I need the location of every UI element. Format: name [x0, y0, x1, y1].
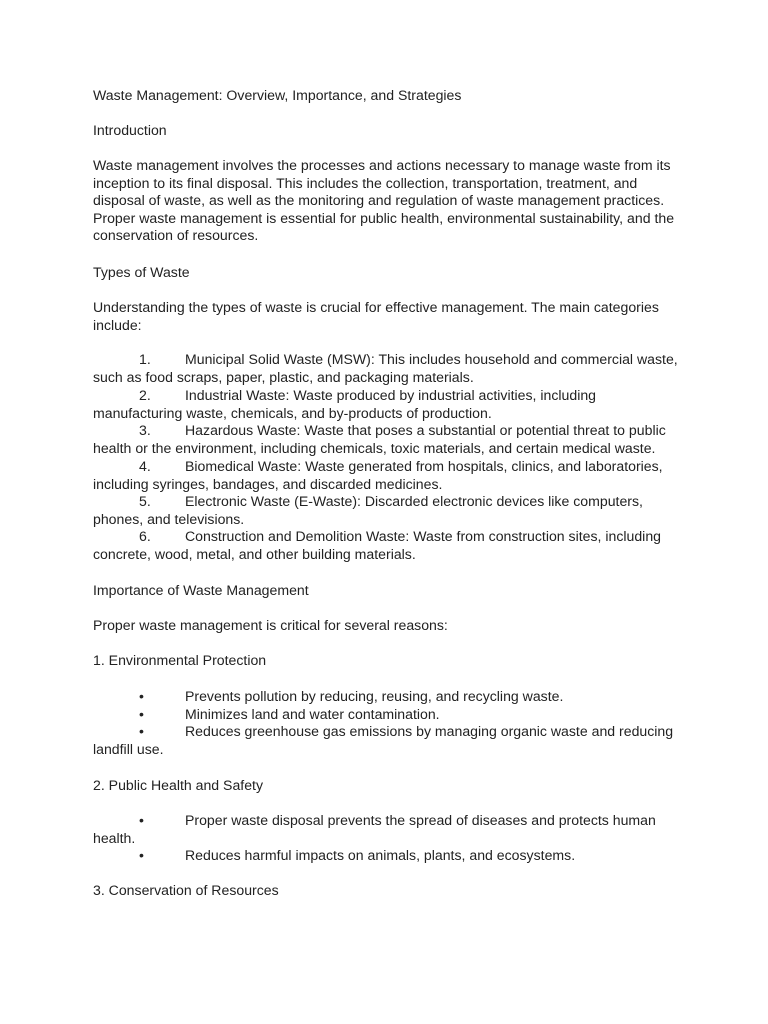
bullet-marker: • [139, 847, 144, 863]
bullet-item-text: Reduces greenhouse gas emissions by managing organic waste and reducing landfill use. [93, 723, 674, 757]
bullet-item-text: Prevents pollution by reducing, reusing, and recycling waste. [185, 688, 564, 704]
subheading-environmental-protection: 1. Environmental Protection [93, 652, 267, 668]
section-heading-introduction: Introduction [93, 122, 167, 138]
bullet-item-text: Proper waste disposal prevents the spread of diseases and protects human health. [93, 812, 656, 846]
list-item-type-6 [93, 528, 683, 563]
subheading-public-health: 2. Public Health and Safety [93, 777, 264, 793]
section-heading-importance: Importance of Waste Management [93, 582, 309, 598]
document-title: Waste Management: Overview, Importance, and Strategies [93, 87, 462, 103]
bullet-marker: • [139, 706, 144, 722]
list-item-text: Electronic Waste (E-Waste): Discarded electronic devices like computers, phones, and televisions. [93, 493, 643, 527]
list-item-type-1 [93, 351, 683, 386]
list-number: 4. [139, 458, 151, 474]
list-number: 6. [139, 528, 151, 544]
bullet-item-text: Minimizes land and water contamination. [185, 706, 440, 722]
bullet-item-env-1 [93, 688, 683, 706]
list-item-text: Hazardous Waste: Waste that poses a substantial or potential threat to public health or the environment, including chemicals, toxic materials, and certain medical waste. [93, 422, 666, 456]
list-item-type-5 [93, 493, 683, 528]
bullet-item-env-3 [93, 723, 683, 758]
intro-paragraph: Waste management involves the processes and actions necessary to manage waste from its inception to its final disposal. This includes the collection, transportation, treatment, and disposal of waste, as well as the monitoring and regulation of waste management practices. Proper waste management is essential for public health, environmental sustainability, and the conservation of resources. [93, 157, 675, 244]
bullet-marker: • [139, 688, 144, 704]
list-number: 1. [139, 351, 151, 367]
list-item-text: Biomedical Waste: Waste generated from hospitals, clinics, and laboratories, including syringes, bandages, and discarded medicines. [93, 458, 663, 492]
bullet-marker: • [139, 812, 144, 828]
bullet-marker: • [139, 723, 144, 739]
list-number: 2. [139, 387, 151, 403]
list-item-text: Industrial Waste: Waste produced by industrial activities, including manufacturing waste, chemicals, and by-products of production. [93, 387, 596, 421]
list-item-type-3 [93, 422, 683, 457]
bullet-item-text: Reduces harmful impacts on animals, plants, and ecosystems. [185, 847, 576, 863]
list-number: 5. [139, 493, 151, 509]
section-heading-types: Types of Waste [93, 264, 190, 280]
list-item-text: Municipal Solid Waste (MSW): This includes household and commercial waste, such as food scraps, paper, plastic, and packaging materials. [93, 351, 678, 385]
list-number: 3. [139, 422, 151, 438]
types-paragraph: Understanding the types of waste is crucial for effective management. The main categories include: [93, 299, 659, 333]
bullet-item-health-2 [93, 847, 683, 865]
bullet-item-health-1 [93, 812, 683, 847]
list-item-type-4 [93, 458, 683, 493]
list-item-type-2 [93, 387, 683, 422]
subheading-conservation: 3. Conservation of Resources [93, 882, 279, 898]
importance-paragraph: Proper waste management is critical for several reasons: [93, 617, 448, 633]
bullet-item-env-2 [93, 706, 683, 724]
list-item-text: Construction and Demolition Waste: Waste from construction sites, including concrete, wood, metal, and other building materials. [93, 528, 661, 562]
